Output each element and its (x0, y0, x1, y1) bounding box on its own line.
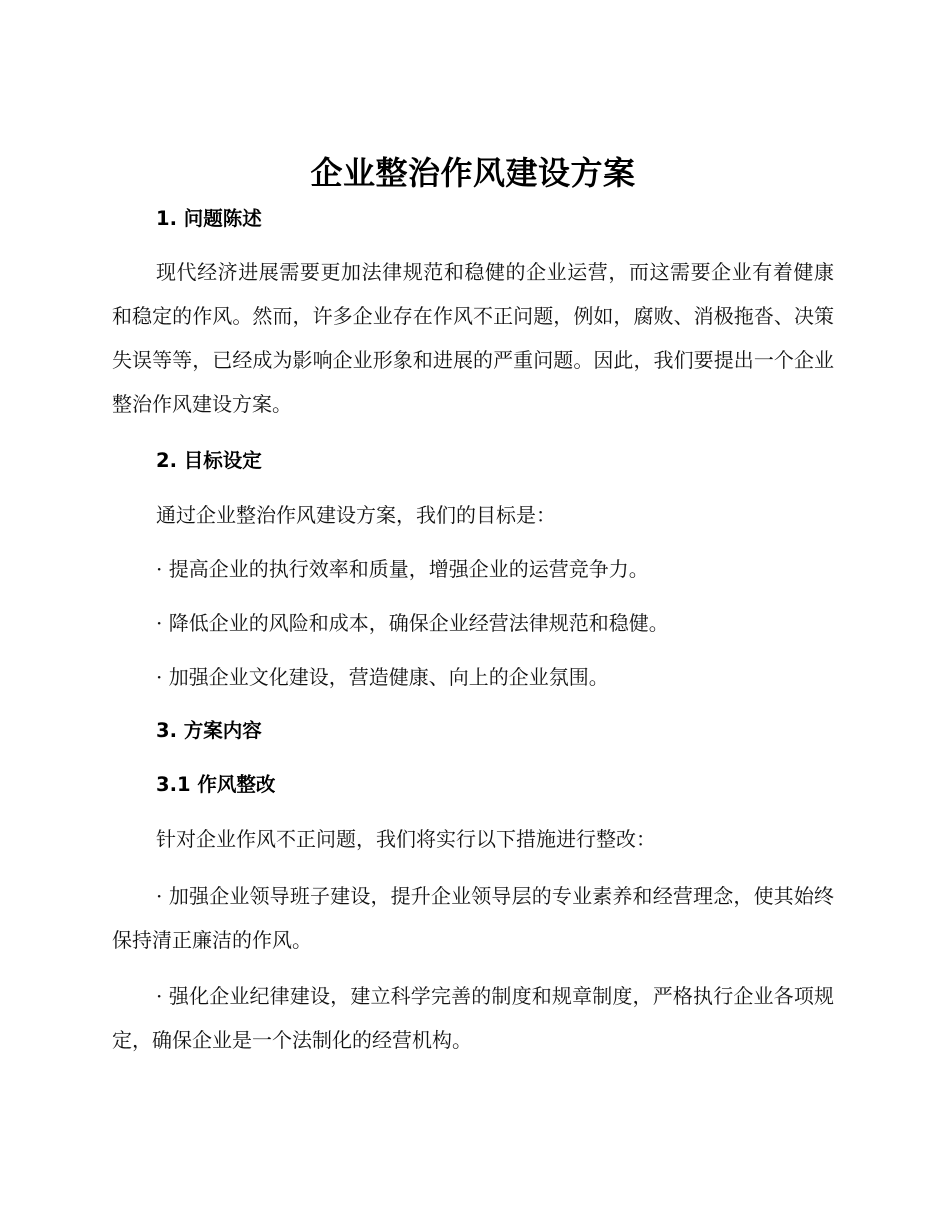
section-heading-problem: 1. 问题陈述 (156, 207, 262, 230)
rectification-item-1: · 加强企业领导班子建设，提升企业领导层的专业素养和经营理念，使其始终保持清正廉洁的作风。 (112, 884, 834, 952)
goal-bullet-2: · 降低企业的风险和成本，确保企业经营法律规范和稳健。 (156, 611, 669, 635)
paragraph-goals-intro: 通过企业整治作风建设方案，我们的目标是： (156, 503, 556, 527)
subsection-heading-style-rectification: 3.1 作风整改 (156, 773, 276, 796)
rectification-item-2: · 强化企业纪律建设，建立科学完善的制度和规章制度，严格执行企业各项规定，确保企业是一个法制化的经营机构。 (112, 984, 834, 1052)
section-heading-plan: 3. 方案内容 (156, 719, 262, 742)
document-body (112, 150, 834, 1062)
section-heading-goals: 2. 目标设定 (156, 449, 262, 472)
paragraph-rectification-intro: 针对企业作风不正问题，我们将实行以下措施进行整改： (156, 827, 656, 851)
paragraph-problem: 现代经济进展需要更加法律规范和稳健的企业运营，而这需要企业有着健康和稳定的作风。然而，许多企业存在作风不正问题，例如，腐败、消极拖沓、决策失误等等，已经成为影响企业形象和进展的严重问题。因此，我们要提出一个企业整治作风建设方案。 (112, 260, 834, 416)
document-title: 企业整治作风建设方案 (310, 154, 636, 192)
goal-bullet-3: · 加强企业文化建设，营造健康、向上的企业氛围。 (156, 665, 609, 689)
goal-bullet-1: · 提高企业的执行效率和质量，增强企业的运营竞争力。 (156, 557, 649, 581)
